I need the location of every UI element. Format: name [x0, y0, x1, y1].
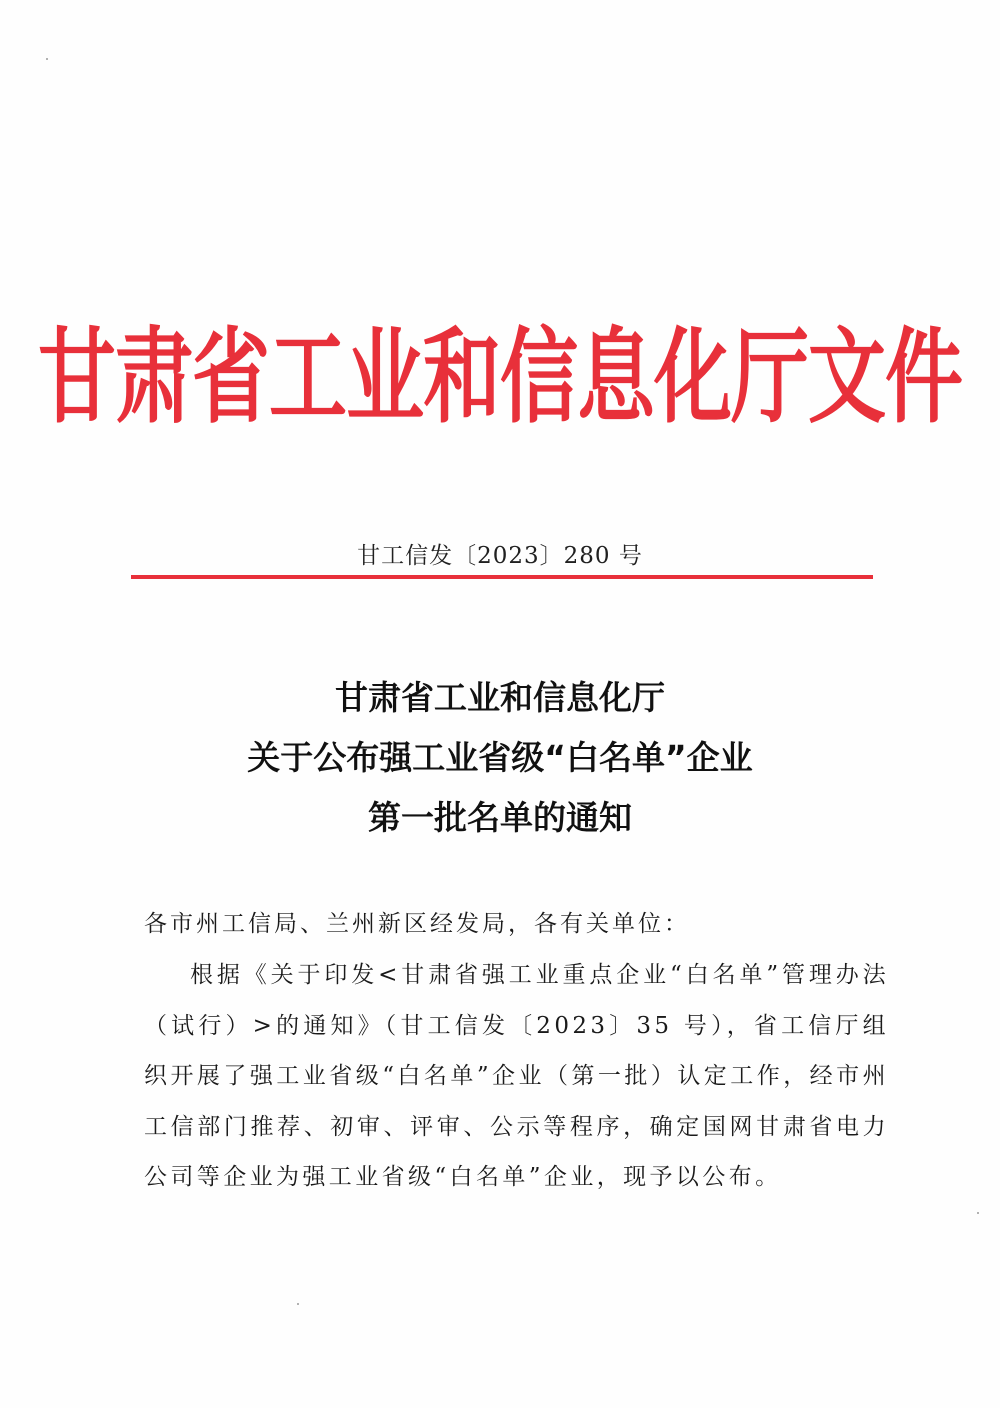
red-divider-line	[131, 575, 873, 579]
salutation: 各市州工信局、兰州新区经发局，各有关单位：	[144, 911, 690, 937]
scan-speck	[46, 58, 48, 60]
title-line-2: 关于公布强工业省级“白名单”企业	[247, 738, 753, 777]
document-number: 甘工信发〔2023〕280 号	[357, 543, 643, 569]
body-paragraph: 根据《关于印发<甘肃省强工业重点企业“白名单”管理办法（试行）>的通知》（甘工信发〔2023〕35 号），省工信厅组织开展了强工业省级“白名单”企业（第一批）认定工作，经市州工信部门推荐、初审、评审、公示等程序，确定国网甘肃省电力公司等企业为强工业省级“白名单”企业，现予以公布。	[144, 962, 889, 1190]
title-line-1: 甘肃省工业和信息化厅	[335, 678, 665, 717]
scan-speck	[977, 1212, 979, 1214]
masthead-title	[0, 318, 1000, 438]
masthead-text: 甘肃省工业和信息化厅文件	[37, 318, 962, 438]
scan-speck	[297, 1303, 299, 1305]
notice-title	[0, 668, 1000, 848]
title-line-3: 第一批名单的通知	[368, 798, 632, 837]
